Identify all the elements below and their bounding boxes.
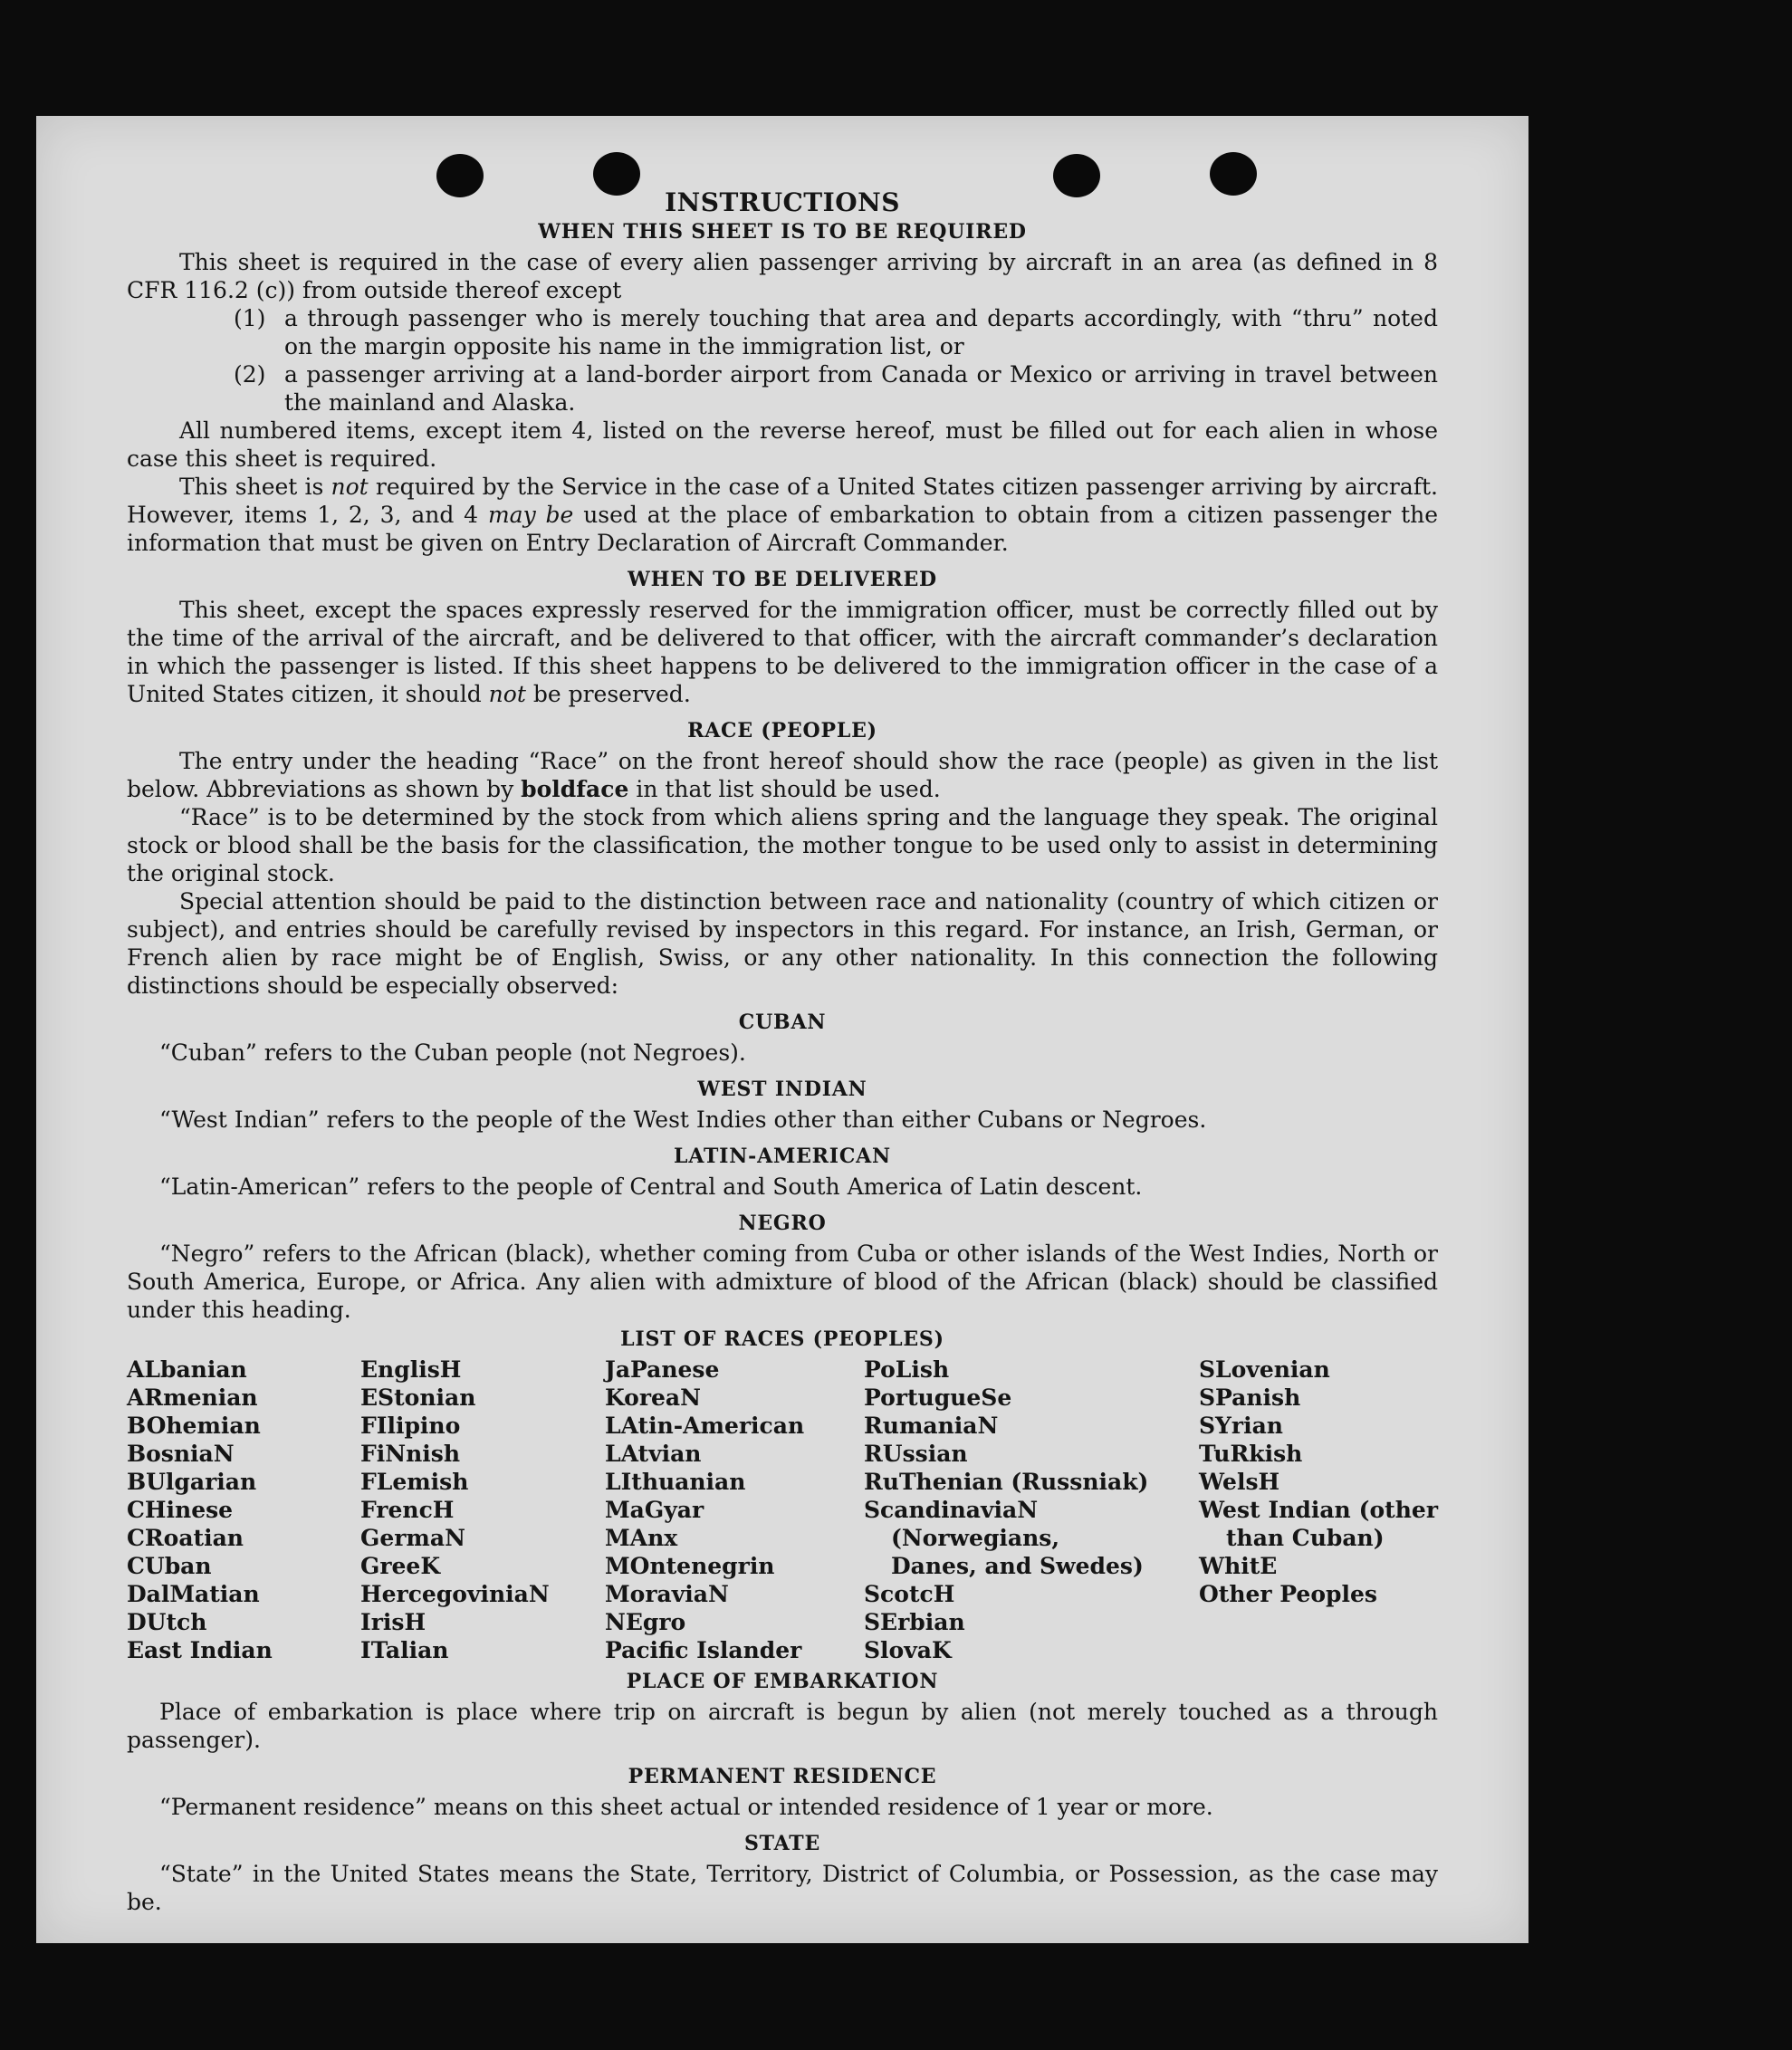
definition-cuban: “Cuban” refers to the Cuban people (not Negroes). <box>159 1039 746 1066</box>
race-paragraph-2: “Race” is to be determined by the stock from which aliens spring and the language they speak. The original stock or blood shall be the basis for the classification, the mother tongue to be used only to assist in determining the original stock. <box>127 804 1438 886</box>
race-entry: LAtin-American <box>605 1413 805 1439</box>
race-entry: SPanish <box>1199 1384 1301 1411</box>
state-paragraph: “State” in the United States means the State, Territory, District of Columbia, or Possession, as the case may be. <box>127 1861 1438 1915</box>
race-entry: CRoatian <box>127 1525 244 1551</box>
races-column-4 <box>864 1355 1199 1664</box>
race-entry: HercegoviniaN <box>360 1581 550 1607</box>
race-entry: FIlipino <box>360 1413 461 1439</box>
race-entry: EnglisH <box>360 1356 462 1383</box>
race-entry: BUlgarian <box>127 1469 257 1495</box>
race-entry: TuRkish <box>1199 1441 1303 1467</box>
definition-latin-american: “Latin-American” refers to the people of Central and South America of Latin descent. <box>159 1173 1143 1200</box>
race-entry: FLemish <box>360 1469 469 1495</box>
numbered-items-paragraph: All numbered items, except item 4, listed on the reverse hereof, must be filled out for each alien in whose case this sheet is required. <box>127 417 1438 472</box>
document-sheet <box>36 116 1528 1943</box>
race-entry: KoreaN <box>605 1384 701 1411</box>
race-entry: LAtvian <box>605 1441 702 1467</box>
race-entry: MAnx <box>605 1525 678 1551</box>
race-entry: GermaN <box>360 1525 465 1551</box>
race-entry: NEgro <box>605 1609 686 1635</box>
race-entry: FiNnish <box>360 1441 461 1467</box>
race-entry: West Indian (other than Cuban) <box>1199 1497 1438 1551</box>
race-entry: FrencH <box>360 1497 455 1523</box>
page-title: INSTRUCTIONS <box>665 187 900 217</box>
race-entry: Other Peoples <box>1199 1581 1377 1607</box>
race-entry: MOntenegrin <box>605 1553 775 1579</box>
section-heading-state: STATE <box>743 1832 821 1855</box>
race-entry: JaPanese <box>605 1356 720 1383</box>
race-entry: RuThenian (Russniak) <box>864 1469 1149 1495</box>
race-entry: LIthuanian <box>605 1469 746 1495</box>
race-entry: GreeK <box>360 1553 441 1579</box>
race-entry: Pacific Islander <box>605 1637 802 1663</box>
exception-item <box>127 360 1438 417</box>
race-entry: ALbanian <box>127 1356 247 1383</box>
section-heading-residence: PERMANENT RESIDENCE <box>628 1765 937 1788</box>
race-entry: RumaniaN <box>864 1413 999 1439</box>
race-entry: WelsH <box>1199 1469 1280 1495</box>
races-column-5 <box>1199 1355 1438 1664</box>
race-entry: SLovenian <box>1199 1356 1330 1383</box>
race-entry: ScotcH <box>864 1581 955 1607</box>
race-entry: PoLish <box>864 1356 950 1383</box>
definition-negro: “Negro” refers to the African (black), whether coming from Cuba or other islands of the West Indies, North or South America, Europe, or Africa. Any alien with admixture of blood of the African (black) should be classified under this heading. <box>127 1241 1438 1323</box>
definition-heading-negro: NEGRO <box>738 1212 827 1235</box>
delivered-paragraph: This sheet, except the spaces expressly reserved for the immigration officer, must be correctly filled out by the time of the arrival of the aircraft, and be delivered to that officer, with the aircraft commander’s declaration in which the passenger is listed. If this sheet happens to be delivered to the immigration officer in the case of a United States citizen, it should not be preserved. <box>127 597 1438 707</box>
required-intro: This sheet is required in the case of every alien passenger arriving by aircraft in an area (as defined in 8 CFR 116.2 (c)) from outside thereof except <box>127 249 1438 303</box>
definition-heading-west-indian: WEST INDIAN <box>697 1078 867 1101</box>
races-column-3 <box>605 1355 864 1664</box>
race-entry: CHinese <box>127 1497 234 1523</box>
race-entry: CUban <box>127 1553 212 1579</box>
instructions-content <box>127 188 1438 1920</box>
exception-number: (1) <box>234 305 266 331</box>
race-entry: ScandinaviaN (Norwegians, Danes, and Swedes) <box>864 1497 1144 1579</box>
section-heading-required: WHEN THIS SHEET IS TO BE REQUIRED <box>538 220 1027 244</box>
embarkation-paragraph: Place of embarkation is place where trip on aircraft is begun by alien (not merely touched as a through passenger). <box>127 1699 1438 1753</box>
section-heading-delivered: WHEN TO BE DELIVERED <box>628 568 937 591</box>
definition-heading-cuban: CUBAN <box>738 1011 827 1034</box>
race-entry: BosniaN <box>127 1441 235 1467</box>
race-entry: SErbian <box>864 1609 965 1635</box>
race-entry: East Indian <box>127 1637 273 1663</box>
list-heading: LIST OF RACES (PEOPLES) <box>620 1327 944 1351</box>
exception-item <box>127 304 1438 360</box>
races-column-2 <box>360 1355 605 1664</box>
race-entry: DUtch <box>127 1609 207 1635</box>
race-paragraph-3: Special attention should be paid to the distinction between race and nationality (country of which citizen or subject), and entries should be carefully revised by inspectors in this regard. For instance, an Irish, German, or French alien by race might be of English, Swiss, or any other nationality. In this connection the following distinctions should be especially observed: <box>127 888 1438 999</box>
race-entry: SlovaK <box>864 1637 952 1663</box>
race-entry: ITalian <box>360 1637 449 1663</box>
race-entry: DalMatian <box>127 1581 260 1607</box>
exception-text: a passenger arriving at a land-border airport from Canada or Mexico or arriving in travel between the mainland and Alaska. <box>284 361 1438 416</box>
race-entry: MaGyar <box>605 1497 704 1523</box>
definition-heading-latin-american: LATIN-AMERICAN <box>674 1145 891 1168</box>
definition-west-indian: “West Indian” refers to the people of the West Indies other than either Cubans or Negroes. <box>159 1106 1207 1133</box>
race-entry: ARmenian <box>127 1384 258 1411</box>
races-list <box>127 1355 1438 1664</box>
race-entry: PortugueSe <box>864 1384 1012 1411</box>
race-entry: EStonian <box>360 1384 476 1411</box>
race-entry: BOhemian <box>127 1413 261 1439</box>
race-entry: WhitE <box>1199 1553 1278 1579</box>
race-entry: RUssian <box>864 1441 968 1467</box>
race-entry: SYrian <box>1199 1413 1283 1439</box>
race-entry: MoraviaN <box>605 1581 729 1607</box>
citizen-paragraph: This sheet is not required by the Service in the case of a United States citizen passenger arriving by aircraft. However, items 1, 2, 3, and 4 may be used at the place of embarkation to obtain from a citizen passenger the information that must be given on Entry Declaration of Aircraft Commander. <box>127 474 1439 556</box>
races-column-1 <box>127 1355 360 1664</box>
race-entry: IrisH <box>360 1609 426 1635</box>
section-heading-embarkation: PLACE OF EMBARKATION <box>626 1670 939 1693</box>
exception-number: (2) <box>234 361 266 388</box>
section-heading-race: RACE (PEOPLE) <box>687 719 877 742</box>
exception-text: a through passenger who is merely touching that area and departs accordingly, with “thru” noted on the margin opposite his name in the immigration list, or <box>284 305 1438 359</box>
race-paragraph-1: The entry under the heading “Race” on the front hereof should show the race (people) as given in the list below. Abbreviations as shown by boldface in that list should be used. <box>127 748 1438 802</box>
residence-paragraph: “Permanent residence” means on this sheet actual or intended residence of 1 year or more. <box>159 1794 1213 1820</box>
